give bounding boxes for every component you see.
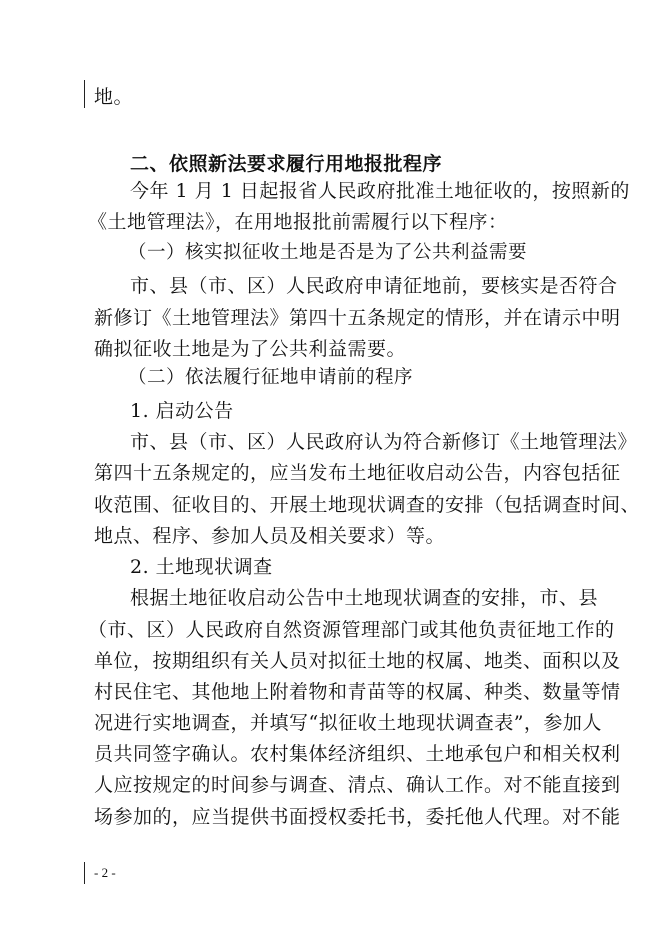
line-text: （市、区）人民政府自然资源管理部门或其他负责征地工作的 [88,619,615,641]
line-text: 根据土地征收启动公告中土地现状调查的安排，市、县 [130,587,599,609]
line-text: 场参加的，应当提供书面授权委托书，委托他人代理。对不能 [94,806,621,828]
text-line [0,301,662,335]
line-text: 2. 土地现状调查 [130,556,273,578]
line-text: 地点、程序、参加人员及相关要求）等。 [94,525,446,547]
text-line [0,205,662,239]
subsection-heading [0,361,662,395]
text-line [0,269,662,303]
text-line [0,425,662,459]
line-text: 地。 [94,86,134,108]
heading-text: 二、依照新法要求履行用地报批程序 [130,153,443,175]
text-line [0,174,662,208]
text-line [0,80,662,114]
subsection-heading [0,236,662,270]
text-line [0,644,662,678]
line-text: 况进行实地调查，并填写“拟征收土地现状调查表”，参加人 [94,712,602,734]
page-number: - 2 - [94,865,116,880]
line-text: 1. 启动公告 [130,400,234,422]
line-text: 村民住宅、其他地上附着物和青苗等的权属、种类、数量等情 [94,681,621,703]
text-line [0,550,662,584]
line-text: 《土地管理法》，在用地报批前需履行以下程序： [88,211,508,233]
text-line [0,488,662,522]
text-line [0,394,662,428]
line-text: 第四十五条规定的，应当发布土地征收启动公告，内容包括征 [94,462,621,484]
line-text: 确拟征收土地是为了公共利益需要。 [94,338,407,360]
line-text: 市、县（市、区）人民政府申请征地前，要核实是否符合 [130,275,618,297]
line-text: 员共同签字确认。农村集体经济组织、土地承包户和相关权利 [94,743,621,765]
subheading-text: （一）核实拟征收土地是否是为了公共利益需要 [128,242,528,263]
line-text: 单位，按期组织有关人员对拟征土地的权属、地类、面积以及 [94,650,621,672]
line-text: 人应按规定的时间参与调查、清点、确认工作。对不能直接到 [94,774,621,796]
line-text: 新修订《土地管理法》第四十五条规定的情形，并在请示中明 [94,307,621,329]
text-line [0,737,662,771]
text-line [0,519,662,553]
subheading-text: （二）依法履行征地申请前的程序 [128,367,414,388]
text-line [0,456,662,490]
bottom-margin-bar [84,862,85,884]
text-line [0,768,662,802]
text-line [0,581,662,615]
text-line [0,675,662,709]
text-line [0,613,662,647]
text-line [0,800,662,834]
line-text: 今年 1 月 1 日起报省人民政府批准土地征收的，按照新的 [130,180,630,202]
line-text: 收范围、征收目的、开展土地现状调查的安排（包括调查时间、 [94,494,641,516]
line-text: 市、县（市、区）人民政府认为符合新修订《土地管理法》 [130,431,638,453]
text-line [0,706,662,740]
